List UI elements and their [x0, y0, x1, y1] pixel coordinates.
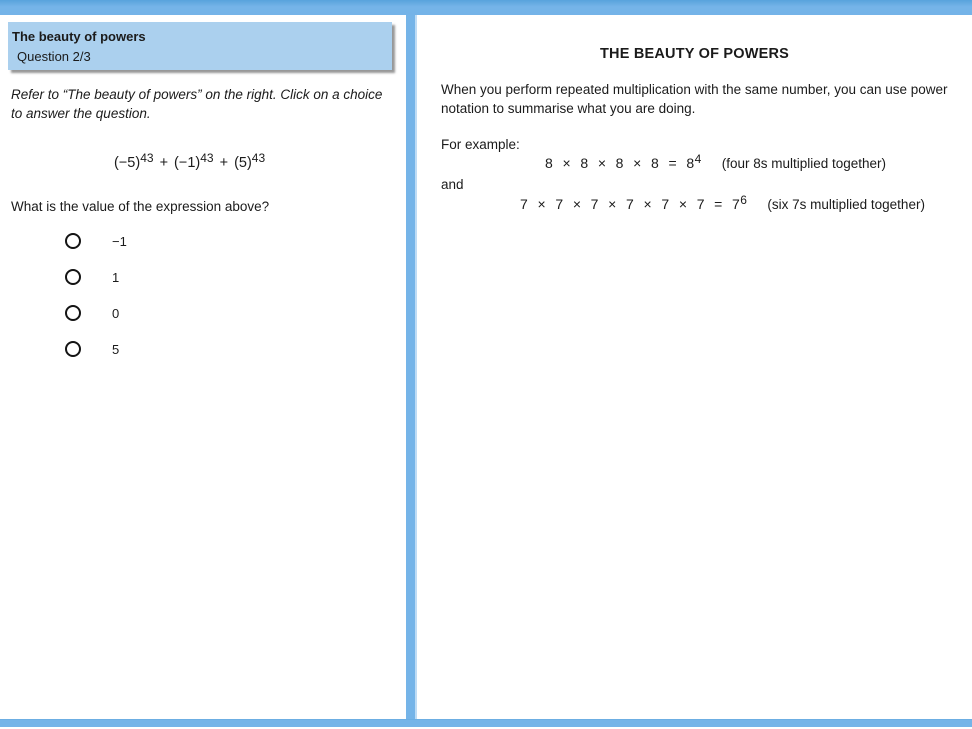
question-counter: Question 2/3: [17, 49, 91, 64]
expression-base: (−5): [114, 155, 141, 171]
and-label: and: [441, 177, 464, 192]
plus-operator: +: [159, 155, 169, 171]
choice-option-3[interactable]: [65, 305, 119, 321]
choice-label: 1: [112, 269, 120, 285]
unit-title: The beauty of powers: [12, 29, 146, 44]
equation-text: 8 × 8 × 8 × 8 = 8: [545, 155, 695, 171]
question-header-box: [8, 22, 392, 70]
choice-label: −1: [112, 233, 127, 249]
choice-option-1[interactable]: [65, 233, 127, 249]
expression-term: [174, 151, 214, 171]
equation-note: (four 8s multiplied together): [721, 156, 887, 171]
panel-divider: [406, 15, 417, 727]
stimulus-panel: [417, 15, 972, 719]
for-example-label: For example:: [441, 137, 520, 152]
question-text: What is the value of the expression above?: [11, 199, 270, 214]
math-expression: [114, 151, 266, 171]
instruction-text: Refer to “The beauty of powers” on the right. Click on a choice to answer the question.: [11, 87, 383, 121]
top-frame-bar: [0, 0, 972, 15]
choice-label: 0: [112, 305, 120, 321]
expression-term: [234, 151, 266, 171]
example-equation-2: [520, 193, 925, 214]
radio-button[interactable]: [65, 269, 81, 285]
question-panel: [0, 15, 406, 719]
equation-exponent: 4: [694, 152, 702, 166]
example-equation-1: [545, 152, 887, 173]
radio-button[interactable]: [65, 341, 81, 357]
plus-operator: +: [219, 155, 229, 171]
bottom-frame-bar: [0, 719, 972, 727]
choice-option-4[interactable]: [65, 341, 119, 357]
equation-exponent: 6: [740, 193, 747, 207]
expression-term: [114, 151, 154, 171]
expression-exponent: 43: [200, 151, 214, 165]
expression-exponent: 43: [251, 151, 266, 165]
stimulus-title: THE BEAUTY OF POWERS: [599, 46, 790, 62]
equation-text: 7 × 7 × 7 × 7 × 7 × 7 = 7: [520, 196, 741, 212]
stimulus-intro: When you perform repeated multiplication with the same number, you can use power notation to summarise what you are doing.: [441, 82, 948, 116]
choice-option-2[interactable]: [65, 269, 119, 285]
expression-exponent: 43: [140, 151, 154, 165]
radio-button[interactable]: [65, 305, 81, 321]
expression-base: (−1): [174, 155, 201, 171]
radio-button[interactable]: [65, 233, 81, 249]
choice-label: 5: [112, 341, 120, 357]
equation-note: (six 7s multiplied together): [767, 197, 925, 212]
expression-base: (5): [234, 155, 252, 171]
